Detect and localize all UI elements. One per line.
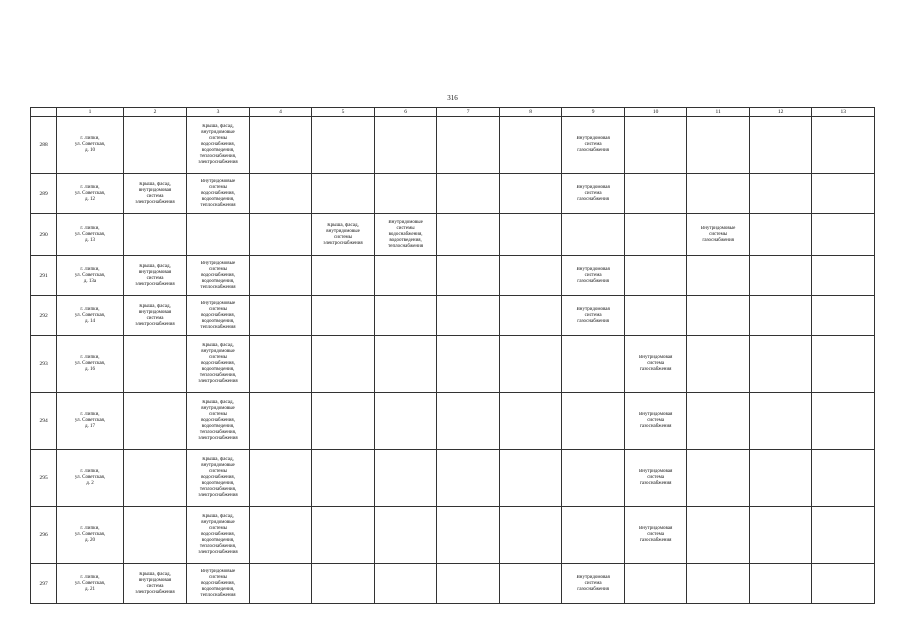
header-cell: 6	[374, 108, 437, 117]
work-type-cell	[562, 450, 625, 507]
table-row	[31, 564, 875, 604]
work-type-text: Внутридомовая система газоснабжения	[576, 574, 610, 592]
work-type-cell	[687, 450, 750, 507]
work-type-cell	[624, 296, 687, 336]
address-cell	[57, 256, 124, 296]
table-header	[31, 108, 875, 117]
work-type-text: Внутридомовая система газоснабжения	[576, 136, 610, 153]
work-type-cell	[437, 564, 500, 604]
table-row	[31, 450, 875, 507]
work-type-cell	[123, 393, 187, 450]
row-number-cell: 290	[31, 214, 57, 256]
row-number-cell: 289	[31, 174, 57, 214]
work-type-cell	[437, 296, 500, 336]
work-type-cell	[437, 336, 500, 393]
work-type-cell	[123, 450, 187, 507]
work-type-cell	[374, 256, 437, 296]
row-number-cell: 295	[31, 450, 57, 507]
work-type-cell	[187, 214, 250, 256]
work-type-text: Крыша, фасад, внутридомовая система электроснабжения	[135, 571, 175, 595]
work-type-cell	[187, 393, 250, 450]
work-type-cell	[123, 507, 187, 564]
work-type-cell	[187, 296, 250, 336]
row-number-cell: 293	[31, 336, 57, 393]
work-type-cell	[812, 214, 875, 256]
address-cell	[57, 214, 124, 256]
work-type-cell	[812, 507, 875, 564]
header-cell: 5	[312, 108, 375, 117]
work-type-text: Крыша, фасад, внутридомовые системы водоснабжения, водоотведения, теплоснабжения, электроснабжения	[198, 457, 238, 498]
work-type-cell	[249, 564, 312, 604]
work-type-cell	[187, 564, 250, 604]
work-type-cell	[187, 117, 250, 174]
work-type-cell	[312, 393, 375, 450]
work-type-cell	[812, 296, 875, 336]
row-number-cell: 291	[31, 256, 57, 296]
work-type-cell	[562, 507, 625, 564]
work-type-cell	[499, 174, 562, 214]
work-type-cell	[499, 296, 562, 336]
page-number: 316	[447, 94, 458, 102]
work-type-text: Внутридомовые системы водоснабжения, водоотведения, теплоснабжения	[200, 260, 236, 290]
header-cell: 10	[624, 108, 687, 117]
work-type-cell	[249, 296, 312, 336]
work-type-cell	[749, 336, 812, 393]
address-text: г. Липки, ул. Советская, д. 17	[74, 412, 106, 429]
work-type-cell	[749, 117, 812, 174]
work-type-cell	[437, 214, 500, 256]
table-row	[31, 174, 875, 214]
work-type-text: Крыша, фасад, внутридомовая система электроснабжения	[135, 263, 175, 287]
work-type-cell	[624, 450, 687, 507]
address-text: г. Липки, ул. Советская, д. 12	[74, 184, 106, 202]
work-type-cell	[499, 450, 562, 507]
work-type-cell	[687, 296, 750, 336]
address-cell	[57, 507, 124, 564]
address-text: г. Липки, ул. Советская, д. 10	[74, 136, 106, 153]
header-cell: 2	[123, 108, 187, 117]
work-type-cell	[687, 256, 750, 296]
work-type-cell	[249, 507, 312, 564]
table-row	[31, 336, 875, 393]
work-type-cell	[312, 296, 375, 336]
work-type-text: Внутридомовые системы водоснабжения, водоотведения, теплоснабжения	[388, 219, 424, 249]
work-type-cell	[187, 256, 250, 296]
header-row	[31, 108, 875, 117]
work-type-text: Внутридомовая система газоснабжения	[576, 184, 610, 202]
work-type-text: Внутридомовая система газоснабжения	[576, 306, 610, 324]
work-type-cell	[437, 256, 500, 296]
table-row	[31, 393, 875, 450]
work-type-text: Внутридомовые системы водоснабжения, водоотведения, теплоснабжения	[200, 568, 236, 598]
work-type-cell	[562, 296, 625, 336]
work-type-cell	[624, 564, 687, 604]
work-type-cell	[499, 393, 562, 450]
work-type-text: Крыша, фасад, внутридомовые системы водоснабжения, водоотведения, теплоснабжения, электроснабжения	[198, 343, 238, 384]
work-type-text: Крыша, фасад, внутридомовая система электроснабжения	[135, 303, 175, 327]
work-type-cell	[687, 174, 750, 214]
work-type-text: Внутридомовая система газоснабжения	[638, 526, 673, 543]
work-type-cell	[687, 507, 750, 564]
work-type-cell	[687, 214, 750, 256]
work-type-cell	[562, 336, 625, 393]
header-cell: 8	[499, 108, 562, 117]
work-type-cell	[562, 117, 625, 174]
work-type-cell	[374, 336, 437, 393]
work-type-cell	[312, 564, 375, 604]
work-type-cell	[812, 256, 875, 296]
work-type-cell	[123, 256, 187, 296]
work-type-cell	[687, 117, 750, 174]
work-type-cell	[499, 214, 562, 256]
work-type-cell	[437, 117, 500, 174]
work-type-cell	[312, 256, 375, 296]
work-type-cell	[123, 296, 187, 336]
work-type-text: Крыша, фасад, внутридомовые системы водоснабжения, водоотведения, теплоснабжения, электроснабжения	[198, 400, 238, 441]
address-text: г. Липки, ул. Советская, д. 2	[74, 469, 106, 486]
work-type-cell	[437, 507, 500, 564]
work-type-text: Внутридомовые системы газоснабжения	[700, 225, 736, 243]
work-type-cell	[374, 174, 437, 214]
work-type-cell	[624, 336, 687, 393]
header-cell: 1	[57, 108, 124, 117]
work-type-cell	[749, 450, 812, 507]
work-type-cell	[812, 117, 875, 174]
work-type-cell	[249, 174, 312, 214]
work-type-cell	[749, 507, 812, 564]
work-type-cell	[499, 117, 562, 174]
table-row	[31, 214, 875, 256]
work-type-cell	[187, 336, 250, 393]
work-type-cell	[312, 214, 375, 256]
address-cell	[57, 117, 124, 174]
work-type-text: Крыша, фасад, внутридомовые системы водоснабжения, водоотведения, теплоснабжения, электроснабжения	[198, 514, 238, 555]
work-type-text: Крыша, фасад, внутридомовые системы водоснабжения, водоотведения, теплоснабжения, электроснабжения	[198, 124, 238, 165]
work-type-text: Внутридомовая система газоснабжения	[576, 266, 610, 284]
work-type-cell	[187, 450, 250, 507]
address-cell	[57, 174, 124, 214]
work-type-cell	[123, 564, 187, 604]
header-cell-blank	[31, 108, 57, 117]
work-type-cell	[312, 450, 375, 507]
address-cell	[57, 393, 124, 450]
work-type-cell	[249, 393, 312, 450]
address-cell	[57, 296, 124, 336]
work-type-cell	[374, 117, 437, 174]
work-type-cell	[562, 174, 625, 214]
row-number-cell: 288	[31, 117, 57, 174]
address-text: г. Липки, ул. Советская, д. 16	[74, 355, 106, 372]
address-cell	[57, 336, 124, 393]
work-type-cell	[562, 214, 625, 256]
work-type-cell	[499, 564, 562, 604]
header-cell: 9	[562, 108, 625, 117]
work-type-cell	[187, 174, 250, 214]
work-type-cell	[624, 117, 687, 174]
work-type-cell	[562, 393, 625, 450]
work-type-cell	[187, 507, 250, 564]
row-number-cell: 297	[31, 564, 57, 604]
work-type-text: Крыша, фасад, внутридомовые системы электроснабжения	[323, 222, 363, 246]
table-row	[31, 507, 875, 564]
header-cell: 12	[749, 108, 812, 117]
work-type-cell	[123, 117, 187, 174]
work-type-cell	[374, 393, 437, 450]
work-type-cell	[312, 117, 375, 174]
work-type-cell	[123, 214, 187, 256]
work-type-text: Внутридомовая система газоснабжения	[638, 469, 673, 486]
work-type-cell	[374, 507, 437, 564]
address-text: г. Липки, ул. Советская, д. 13а	[74, 266, 106, 284]
address-text: г. Липки, ул. Советская, д. 21	[74, 574, 106, 592]
work-type-cell	[812, 450, 875, 507]
work-type-cell	[749, 393, 812, 450]
work-type-cell	[624, 507, 687, 564]
work-type-cell	[249, 256, 312, 296]
work-type-text: Внутридомовые системы водоснабжения, водоотведения, теплоснабжения	[200, 300, 236, 330]
work-type-cell	[749, 564, 812, 604]
header-cell: 11	[687, 108, 750, 117]
repair-schedule-table	[30, 107, 875, 604]
work-type-cell	[437, 393, 500, 450]
table-row	[31, 296, 875, 336]
table-row	[31, 256, 875, 296]
address-cell	[57, 564, 124, 604]
work-type-cell	[749, 296, 812, 336]
work-type-cell	[749, 256, 812, 296]
row-number-cell: 292	[31, 296, 57, 336]
work-type-cell	[562, 256, 625, 296]
work-type-cell	[624, 393, 687, 450]
header-cell: 7	[437, 108, 500, 117]
work-type-cell	[249, 214, 312, 256]
address-text: г. Липки, ул. Советская, д. 20	[74, 526, 106, 543]
work-type-cell	[624, 214, 687, 256]
work-type-cell	[312, 336, 375, 393]
work-type-cell	[749, 214, 812, 256]
work-type-cell	[374, 296, 437, 336]
work-type-cell	[249, 336, 312, 393]
work-type-text: Внутридомовая система газоснабжения	[638, 412, 673, 429]
header-cell: 4	[249, 108, 312, 117]
work-type-cell	[812, 174, 875, 214]
work-type-cell	[437, 174, 500, 214]
work-type-cell	[123, 336, 187, 393]
work-type-cell	[123, 174, 187, 214]
work-type-cell	[624, 256, 687, 296]
work-type-cell	[812, 564, 875, 604]
work-type-text: Внутридомовая система газоснабжения	[638, 355, 673, 372]
row-number-cell: 296	[31, 507, 57, 564]
work-type-cell	[374, 214, 437, 256]
work-type-cell	[499, 256, 562, 296]
table-body	[31, 117, 875, 604]
header-cell: 13	[812, 108, 875, 117]
work-type-cell	[624, 174, 687, 214]
work-type-cell	[312, 507, 375, 564]
work-type-text: Крыша, фасад, внутридомовая система электроснабжения	[135, 181, 175, 205]
address-text: г. Липки, ул. Советская, д. 13	[74, 225, 106, 243]
work-type-cell	[687, 564, 750, 604]
address-cell	[57, 450, 124, 507]
table-row	[31, 117, 875, 174]
work-type-cell	[562, 564, 625, 604]
work-type-cell	[812, 336, 875, 393]
work-type-cell	[499, 336, 562, 393]
work-type-cell	[499, 507, 562, 564]
work-type-cell	[749, 174, 812, 214]
row-number-cell: 294	[31, 393, 57, 450]
work-type-cell	[812, 393, 875, 450]
work-type-cell	[687, 336, 750, 393]
work-type-cell	[374, 564, 437, 604]
work-type-cell	[374, 450, 437, 507]
work-type-cell	[249, 117, 312, 174]
address-text: г. Липки, ул. Советская, д. 14	[74, 306, 106, 324]
work-type-cell	[687, 393, 750, 450]
work-type-cell	[312, 174, 375, 214]
work-type-cell	[249, 450, 312, 507]
work-type-cell	[437, 450, 500, 507]
work-type-text: Внутридомовые системы водоснабжения, водоотведения, теплоснабжения	[200, 178, 236, 208]
header-cell: 3	[187, 108, 250, 117]
